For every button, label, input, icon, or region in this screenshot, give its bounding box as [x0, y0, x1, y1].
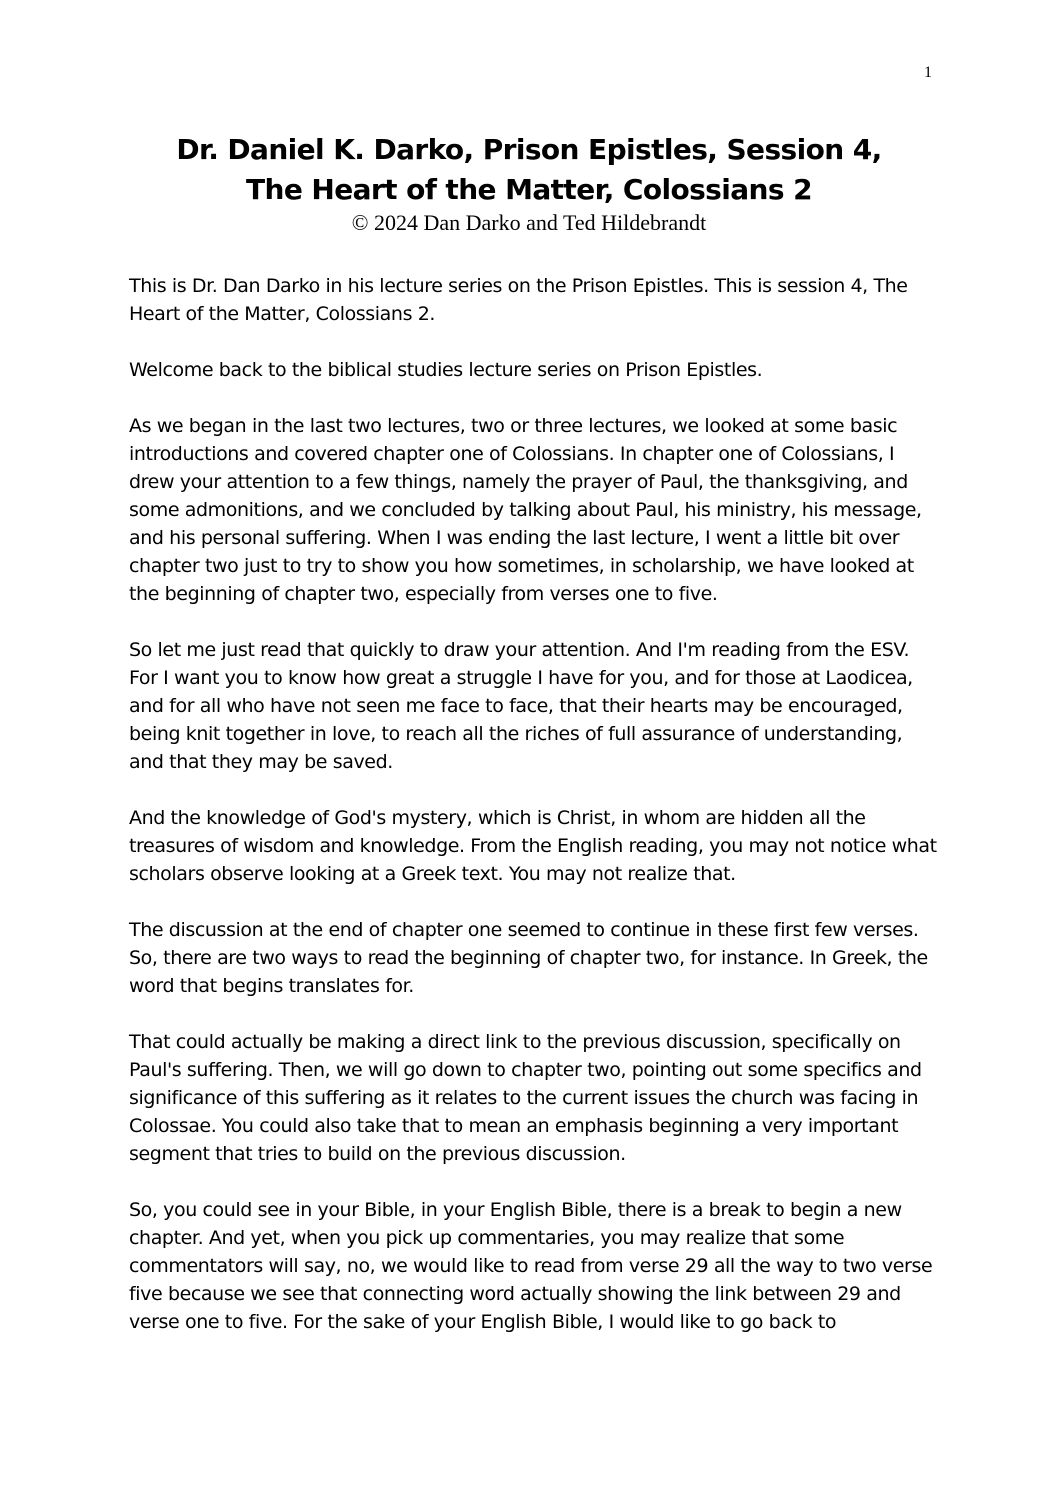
page-number: 1 — [924, 64, 932, 81]
paragraph: This is Dr. Dan Darko in his lecture series on the Prison Epistles. This is session 4, The Heart of the Matter, Colossians 2. — [129, 275, 908, 325]
paragraph: Welcome back to the biblical studies lecture series on Prison Epistles. — [129, 359, 763, 381]
paragraph: As we began in the last two lectures, two or three lectures, we looked at some basic introductions and covered chapter one of Colossians. In chapter one of Colossians, I drew your attention to a few things, namely the prayer of Paul, the thanksgiving, and some admonitions, and we concluded by talking about Paul, his ministry, his message, and his personal suffering. When I was ending the last lecture, I went a little bit over chapter two just to try to show you how sometimes, in scholarship, we have looked at the beginning of chapter two, especially from verses one to five. — [129, 415, 922, 605]
transcript-body — [129, 272, 939, 1364]
paragraph: The discussion at the end of chapter one seemed to continue in these first few verses. So, there are two ways to read the beginning of chapter two, for instance. In Greek, the word that begins translates for. — [129, 919, 928, 997]
title-block — [0, 130, 1058, 238]
paragraph: That could actually be making a direct link to the previous discussion, specifically on Paul's suffering. Then, we will go down to chapter two, pointing out some specifics and significance of this suffering as it relates to the current issues the church was facing in Colossae. You could also take that to mean an emphasis beginning a very important segment that tries to build on the previous discussion. — [129, 1031, 922, 1165]
copyright-notice: © 2024 Dan Darko and Ted Hildebrandt — [351, 210, 707, 235]
page-title-line-1: Dr. Daniel K. Darko, Prison Epistles, Session 4, — [176, 133, 882, 166]
page-title-line-2: The Heart of the Matter, Colossians 2 — [246, 173, 812, 206]
paragraph: And the knowledge of God's mystery, which is Christ, in whom are hidden all the treasures of wisdom and knowledge. From the English reading, you may not notice what scholars observe looking at a Greek text. You may not realize that. — [129, 807, 937, 885]
paragraph: So let me just read that quickly to draw your attention. And I'm reading from the ESV. For I want you to know how great a struggle I have for you, and for those at Laodicea, and for all who have not seen me face to face, that their hearts may be encouraged, being knit together in love, to reach all the riches of full assurance of understanding, and that they may be saved. — [129, 639, 913, 773]
paragraph: So, you could see in your Bible, in your English Bible, there is a break to begin a new chapter. And yet, when you pick up commentaries, you may realize that some commentators will say, no, we would like to read from verse 29 all the way to two verse five because we see that connecting word actually showing the link between 29 and verse one to five. For the sake of your English Bible, I would like to go back to — [129, 1199, 933, 1333]
